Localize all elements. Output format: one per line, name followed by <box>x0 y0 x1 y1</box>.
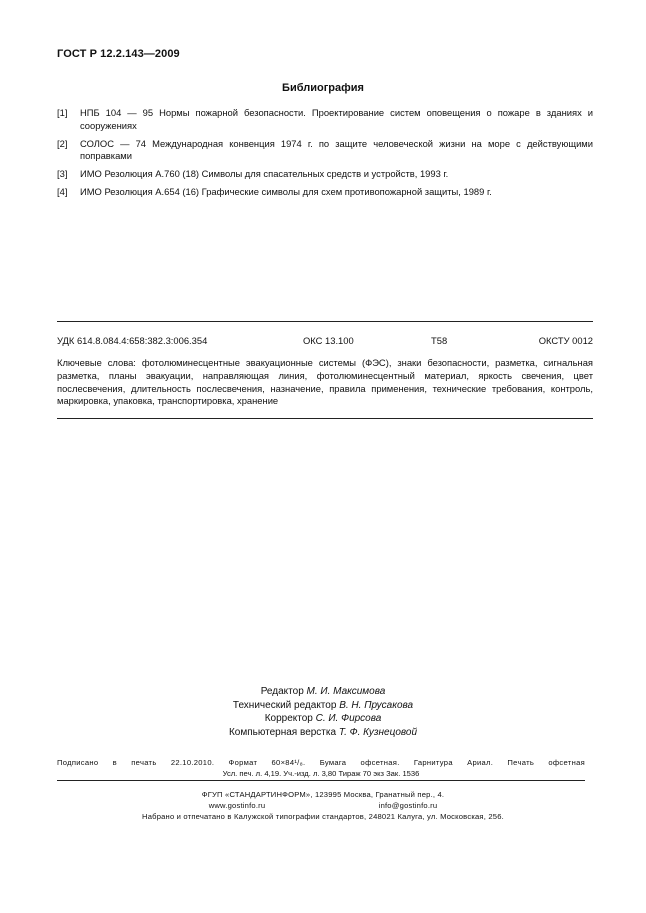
entry-number: [1] <box>57 107 68 118</box>
print-divider <box>57 780 585 781</box>
credits-block <box>0 685 646 739</box>
entry-number: [2] <box>57 137 68 149</box>
publisher-address: ФГУП «СТАНДАРТИНФОРМ», 123995 Москва, Гранатный пер., 4. <box>201 790 445 799</box>
credit-tech-editor: Технический редактор В. Н. Прусакова <box>232 699 414 711</box>
credit-layout: Компьютерная верстка Т. Ф. Кузнецовой <box>228 726 418 738</box>
bibliography-entry <box>57 138 593 163</box>
entry-text: ИМО Резолюция А.760 (18) Символы для спасательных средств и устройств, 1993 г. <box>80 168 449 179</box>
t-code: Т58 <box>431 335 448 346</box>
entry-text: ИМО Резолюция А.654 (16) Графические символы для схем противопожарной защиты, 1989 г. <box>80 186 492 197</box>
printer-info: Набрано и отпечатано в Калужской типографии стандартов, 248021 Калуга, ул. Московская, 256. <box>142 812 504 821</box>
publisher-website: www.gostinfo.ru <box>208 801 266 810</box>
bottom-divider <box>57 418 593 419</box>
credit-proofreader: Корректор С. И. Фирсова <box>264 713 382 724</box>
publisher-contacts <box>0 800 646 811</box>
top-divider <box>57 321 593 322</box>
bibliography-entry <box>57 186 593 199</box>
bibliography-entry <box>57 168 593 181</box>
print-info-line2: Усл. печ. л. 4,19. Уч.-изд. л. 3,80 Тираж 70 экз Зак. 1536 <box>222 769 420 778</box>
publisher-email: info@gostinfo.ru <box>378 801 438 810</box>
bibliography-title: Библиография <box>282 82 364 94</box>
udk-code: УДК 614.8.084.4:658:382.3:006.354 <box>57 335 208 346</box>
print-info-line1: Подписано в печать 22.10.2010. Формат 60×84¹/₈. Бумага офсетная. Гарнитура Ариал. Печать офсетная <box>57 758 585 767</box>
print-info <box>57 757 585 779</box>
entry-number: [4] <box>57 186 68 197</box>
okstu-code: ОКСТУ 0012 <box>538 335 593 346</box>
bibliography-list <box>57 107 593 204</box>
bibliography-entry <box>57 107 593 132</box>
credit-editor: Редактор М. И. Максимова <box>260 686 386 697</box>
document-code: ГОСТ Р 12.2.143—2009 <box>57 48 180 60</box>
entry-number: [3] <box>57 168 68 179</box>
entry-text: СОЛОС — 74 Международная конвенция 1974 г. по защите человеческой жизни на море с действующими поправками <box>80 137 593 161</box>
entry-text: НПБ 104 — 95 Нормы пожарной безопасности. Проектирование систем оповещения о пожаре в зданиях и сооружениях <box>80 107 593 131</box>
keywords: Ключевые слова: фотолюминесцентные эвакуационные системы (ФЭС), знаки безопасности, разметка, сигнальная разметка, планы эвакуации, направляющая линия, фотолюминесцентный материал, яркость свечения, цвет послесвечения, длительность послесвечения, назначение, правила применения, технические требования, контроль, маркировка, упаковка, транспортировка, хранение <box>57 357 593 407</box>
publisher-block <box>0 789 646 822</box>
oks-code: ОКС 13.100 <box>303 335 354 346</box>
